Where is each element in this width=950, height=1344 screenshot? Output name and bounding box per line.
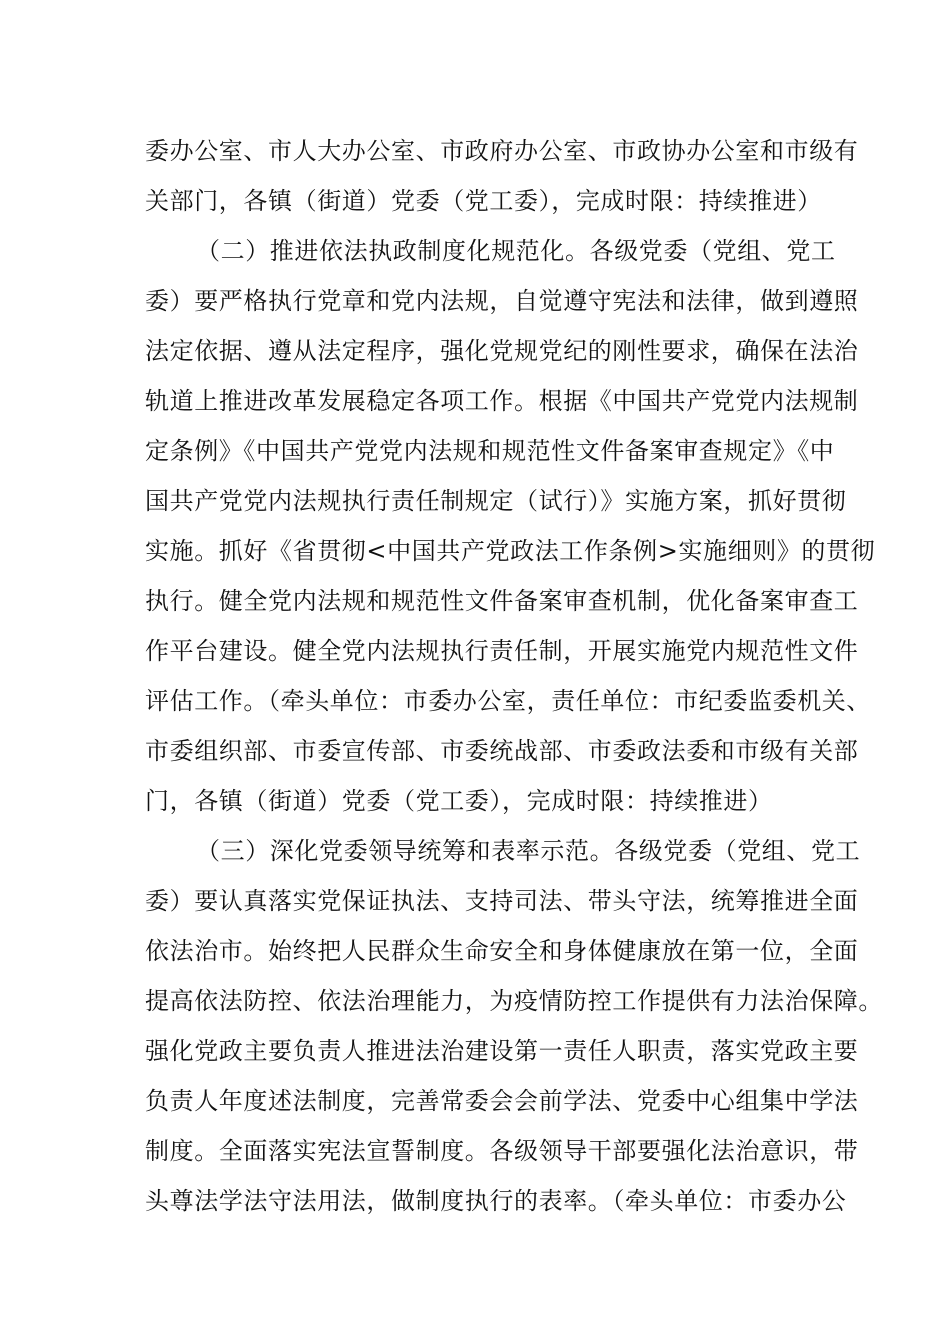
text-line: 委办公室、市人大办公室、市政府办公室、市政协办公室和市级有 [145,137,859,165]
text-line: 评估工作。（牵头单位：市委办公室，责任单位：市纪委监委机关、 [145,687,871,715]
text-line: 强化党政主要负责人推进法治建设第一责任人职责，落实党政主要 [145,1037,859,1065]
text-line: 门，各镇（街道）党委（党工委），完成时限：持续推进） [145,787,773,815]
text-line: 定条例》《中国共产党党内法规和规范性文件备案审查规定》《中 [145,437,835,465]
text-line: 执行。健全党内法规和规范性文件备案审查机制，优化备案审查工 [145,587,859,615]
text-line: 国共产党党内法规执行责任制规定（试行）》实施方案，抓好贯彻 [145,487,847,515]
text-line: 法定依据、遵从法定程序，强化党规党纪的刚性要求，确保在法治 [145,337,859,365]
text-line: 关部门，各镇（街道）党委（党工委），完成时限：持续推进） [145,187,822,215]
paragraph-start-line: （三）深化党委领导统筹和表率示范。各级党委（党组、党工 [196,837,861,865]
text-line: 提高依法防控、依法治理能力，为疫情防控工作提供有力法治保障。 [145,987,883,1015]
text-line: 负责人年度述法制度，完善常委会会前学法、党委中心组集中学法 [145,1087,859,1115]
text-line: 委）要严格执行党章和党内法规，自觉遵守宪法和法律，做到遵照 [145,287,859,315]
text-line: 制度。全面落实宪法宣誓制度。各级领导干部要强化法治意识，带 [145,1137,859,1165]
text-line: 轨道上推进改革发展稳定各项工作。根据《中国共产党党内法规制 [145,387,859,415]
text-line: 市委组织部、市委宣传部、市委统战部、市委政法委和市级有关部 [145,737,859,765]
text-line: 委）要认真落实党保证执法、支持司法、带头守法，统筹推进全面 [145,887,859,915]
text-line: 实施。抓好《省贯彻<中国共产党政法工作条例>实施细则》的贯彻 [145,537,876,565]
text-line: 头尊法学法守法用法，做制度执行的表率。（牵头单位：市委办公 [145,1187,847,1215]
text-line: 依法治市。始终把人民群众生命安全和身体健康放在第一位，全面 [145,937,859,965]
text-line: 作平台建设。健全党内法规执行责任制，开展实施党内规范性文件 [145,637,859,665]
paragraph-start-line: （二）推进依法执政制度化规范化。各级党委（党组、党工 [196,237,836,265]
